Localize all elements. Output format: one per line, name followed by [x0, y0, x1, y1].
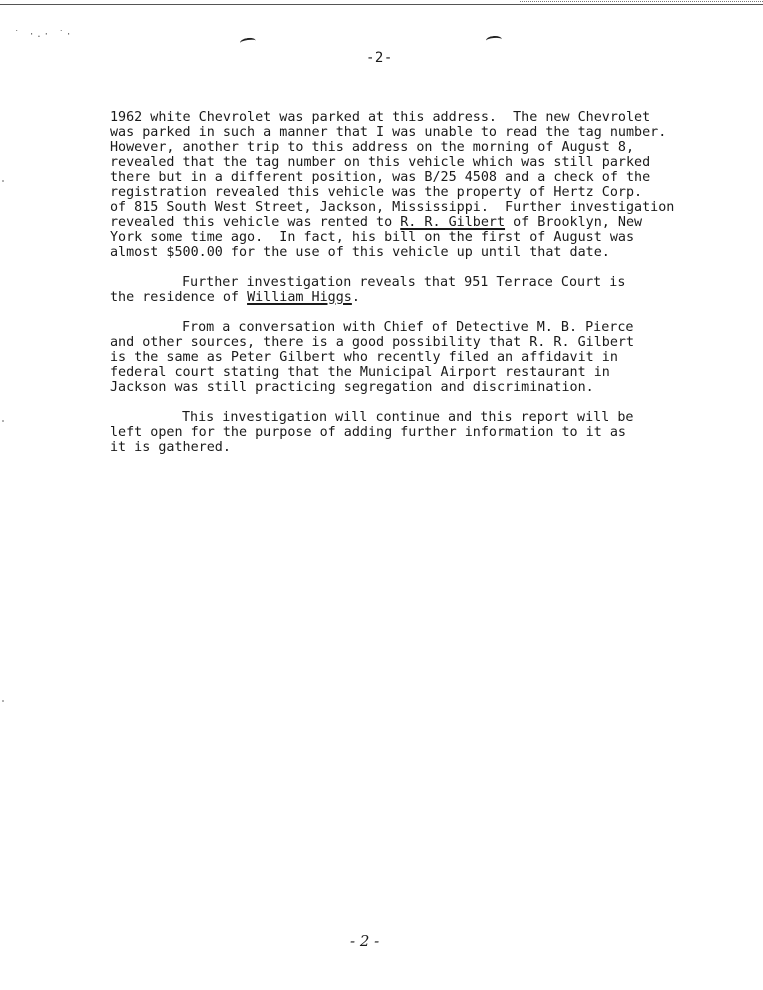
- text-line: almost $500.00 for the use of this vehicle up until that date.: [110, 245, 610, 260]
- paragraph-4: [110, 410, 750, 455]
- handwritten-mark: [240, 37, 257, 47]
- text-line: This investigation will continue and this report will be: [182, 410, 634, 425]
- scan-speck: [2, 420, 4, 422]
- page-number-footer: - 2 -: [350, 932, 380, 950]
- underlined-name: William Higgs: [247, 290, 352, 305]
- page-top-edge-dotted: [520, 1, 763, 2]
- text-line: was parked in such a manner that I was unable to read the tag number.: [110, 125, 667, 140]
- handwritten-mark: [486, 35, 503, 44]
- text-line: the residence of William Higgs.: [110, 290, 360, 305]
- underlined-name: R. R. Gilbert: [400, 215, 506, 230]
- text-line: there but in a different position, was B/25 4508 and a check of the: [110, 170, 651, 185]
- text-line: federal court stating that the Municipal Airport restaurant in: [110, 365, 610, 380]
- text-line: However, another trip to this address on the morning of August 8,: [110, 140, 635, 155]
- text-line: 1962 white Chevrolet was parked at this address. The new Chevrolet: [110, 110, 651, 125]
- text-line: revealed that the tag number on this vehicle which was still parked: [110, 155, 651, 170]
- paragraph-2: [110, 275, 750, 305]
- paragraph-3: [110, 320, 750, 395]
- text-line: and other sources, there is a good possibility that R. R. Gilbert: [110, 335, 635, 350]
- text-line: of 815 South West Street, Jackson, Mississippi. Further investigation: [110, 200, 675, 215]
- scan-speck: [2, 700, 4, 702]
- text-line: Further investigation reveals that 951 Terrace Court is: [182, 275, 626, 290]
- scan-specks: ˙ ·.· ˙·: [14, 30, 74, 40]
- document-body: [110, 110, 750, 470]
- text-line: Jackson was still practicing segregation and discrimination.: [110, 380, 594, 395]
- paragraph-1: [110, 110, 750, 260]
- text-line: revealed this vehicle was rented to R. R. Gilbert of Brooklyn, New: [110, 215, 643, 230]
- text-line: York some time ago. In fact, his bill on the first of August was: [110, 230, 635, 245]
- scan-speck: [2, 180, 4, 182]
- text-line: it is gathered.: [110, 440, 231, 455]
- page-number-header: -2-: [366, 50, 393, 66]
- text-line: is the same as Peter Gilbert who recently filed an affidavit in: [110, 350, 618, 365]
- text-line: registration revealed this vehicle was the property of Hertz Corp.: [110, 185, 643, 200]
- text-line: From a conversation with Chief of Detective M. B. Pierce: [182, 320, 634, 335]
- page-top-edge: [0, 4, 763, 5]
- text-line: left open for the purpose of adding further information to it as: [110, 425, 626, 440]
